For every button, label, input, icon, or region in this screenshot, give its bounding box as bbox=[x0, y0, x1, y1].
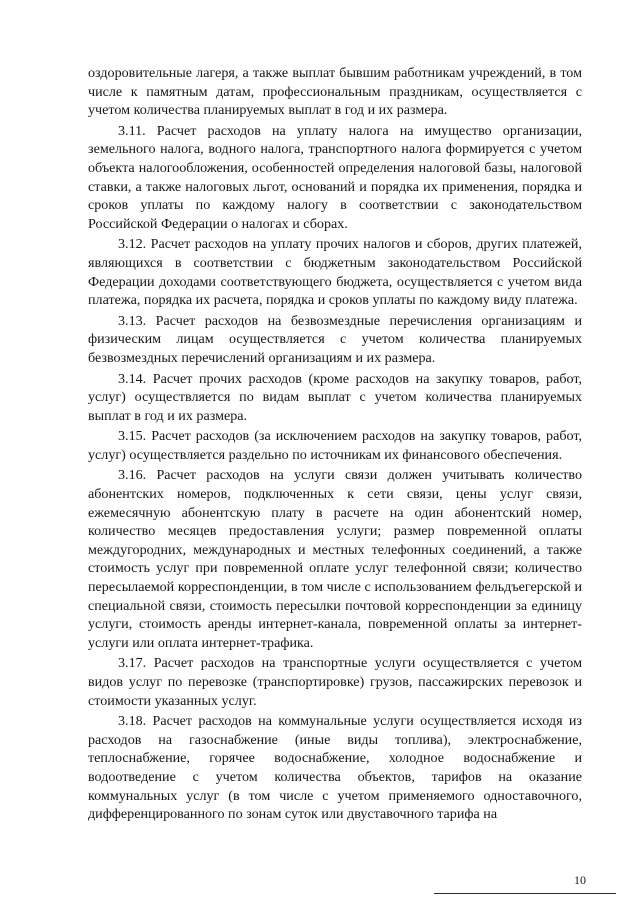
paragraph-3-15: 3.15. Расчет расходов (за исключением расходов на закупку товаров, работ, услуг) осуществляется раздельно по источникам их финансового обеспечения. bbox=[88, 428, 582, 463]
paragraph-3-14: 3.14. Расчет прочих расходов (кроме расходов на закупку товаров, работ, услуг) осуществляется по видам выплат с учетом количества планируемых выплат в год и их размера. bbox=[88, 370, 582, 424]
paragraph-3-17: 3.17. Расчет расходов на транспортные услуги осуществляется с учетом видов услуг по перевозке (транспортировке) грузов, пассажирских перевозок и стоимости указанных услуг. bbox=[88, 655, 582, 709]
page-number: 10 bbox=[574, 873, 586, 887]
footer-divider bbox=[434, 893, 616, 894]
paragraph-3-12: 3.12. Расчет расходов на уплату прочих налогов и сборов, других платежей, являющихся в соответствии с бюджетным законодательством Российской Федерации доходами соответствующего бюджета, осуществляется с учетом вида платежа, порядка их расчета, порядка и сроков уплаты по каждому виду платежа. bbox=[88, 236, 582, 309]
paragraph-3-18: 3.18. Расчет расходов на коммунальные услуги осуществляется исходя из расходов на газоснабжение (иные виды топлива), электроснабжение, теплоснабжение, горячее водоснабжение, холодное водоснабжение и водоотведение с учетом количества объектов, тарифов на оказание коммунальных услуг (в том числе с учетом применяемого одноставочного, дифференцированного по зонам суток или двуставочного тарифа на bbox=[88, 713, 582, 823]
continuation-text: оздоровительные лагеря, а также выплат бывшим работникам учреждений, в том числе к памятным датам, профессиональным праздникам, осуществляется с учетом количества планируемых выплат в год и их размера. bbox=[88, 65, 582, 119]
paragraph-3-16: 3.16. Расчет расходов на услуги связи должен учитывать количество абонентских номеров, подключенных к сети связи, цены услуг связи, ежемесячную абонентскую плату в расчете на один абонентский номер, количество месяцев предоставления услуги; размер повременной оплаты междугородних, международных и местных телефонных соединений, а также стоимость услуг при повременной оплате услуг телефонной связи; количество пересылаемой корреспонденции, в том числе с использованием фельдъегерской и специальной связи, стоимость пересылки почтовой корреспонденции за единицу услуги, стоимость аренды интернет-канала, повременной оплаты за интернет-услуги или оплата интернет-трафика. bbox=[88, 467, 582, 651]
paragraph-3-11: 3.11. Расчет расходов на уплату налога на имущество организации, земельного налога, водного налога, транспортного налога формируется с учетом объекта налогообложения, особенностей определения налоговой базы, налоговой ставки, а также налоговых льгот, оснований и порядка их применения, порядка и сроков уплаты по каждому налогу в соответствии с законодательством Российской Федерации о налогах и сборах. bbox=[88, 122, 582, 232]
paragraph-3-13: 3.13. Расчет расходов на безвозмездные перечисления организациям и физическим лицам осуществляется с учетом количества планируемых безвозмездных перечислений организациям и их размера. bbox=[88, 312, 582, 366]
document-body bbox=[88, 64, 582, 824]
